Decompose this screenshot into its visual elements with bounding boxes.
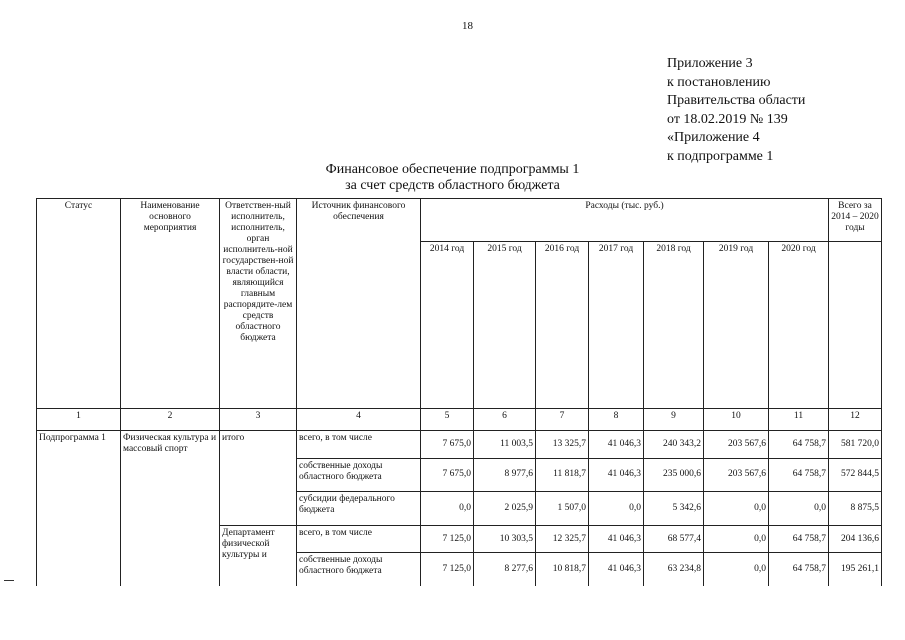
table-row <box>37 431 882 459</box>
status-cell: Подпрограмма 1 <box>37 431 121 587</box>
header-source: Источник финансового обеспечения <box>297 199 421 409</box>
value-cell: 11 818,7 <box>536 458 589 492</box>
document-title <box>0 162 905 194</box>
header-year: 2018 год <box>644 242 704 409</box>
appendix-line: от 18.02.2019 № 139 <box>667 111 788 127</box>
value-cell: 240 343,2 <box>644 431 704 459</box>
total-cell: 204 136,6 <box>829 526 882 553</box>
column-number: 9 <box>644 409 704 431</box>
value-cell: 0,0 <box>704 526 769 553</box>
header-name: Наименование основного мероприятия <box>121 199 220 409</box>
value-cell: 64 758,7 <box>769 458 829 492</box>
column-number: 4 <box>297 409 421 431</box>
column-number: 10 <box>704 409 769 431</box>
page-number: 18 <box>462 20 473 32</box>
budget-table <box>36 198 882 586</box>
column-number: 2 <box>121 409 220 431</box>
column-number: 11 <box>769 409 829 431</box>
value-cell: 64 758,7 <box>769 553 829 586</box>
value-cell: 41 046,3 <box>589 526 644 553</box>
margin-mark <box>4 580 14 581</box>
value-cell: 0,0 <box>589 492 644 526</box>
value-cell: 41 046,3 <box>589 553 644 586</box>
value-cell: 8 977,6 <box>474 458 536 492</box>
header-year-empty <box>829 242 882 409</box>
total-cell: 581 720,0 <box>829 431 882 459</box>
column-number: 7 <box>536 409 589 431</box>
header-year: 2020 год <box>769 242 829 409</box>
column-number: 5 <box>421 409 474 431</box>
header-year: 2014 год <box>421 242 474 409</box>
title-line: Финансовое обеспечение подпрограммы 1 <box>325 162 580 177</box>
source-cell: субсидии федерального бюджета <box>297 492 421 526</box>
header-status: Статус <box>37 199 121 409</box>
value-cell: 7 125,0 <box>421 526 474 553</box>
value-cell: 235 000,6 <box>644 458 704 492</box>
value-cell: 11 003,5 <box>474 431 536 459</box>
value-cell: 64 758,7 <box>769 431 829 459</box>
source-cell: собственные доходы областного бюджета <box>297 458 421 492</box>
appendix-line: Приложение 3 <box>667 56 753 71</box>
value-cell: 7 125,0 <box>421 553 474 586</box>
header-year: 2016 год <box>536 242 589 409</box>
column-number: 3 <box>220 409 297 431</box>
header-year: 2019 год <box>704 242 769 409</box>
header-year: 2015 год <box>474 242 536 409</box>
value-cell: 203 567,6 <box>704 458 769 492</box>
appendix-block <box>667 55 805 166</box>
column-number-row <box>37 409 882 431</box>
column-number: 6 <box>474 409 536 431</box>
value-cell: 7 675,0 <box>421 431 474 459</box>
value-cell: 203 567,6 <box>704 431 769 459</box>
value-cell: 13 325,7 <box>536 431 589 459</box>
value-cell: 0,0 <box>769 492 829 526</box>
value-cell: 8 277,6 <box>474 553 536 586</box>
value-cell: 68 577,4 <box>644 526 704 553</box>
value-cell: 41 046,3 <box>589 431 644 459</box>
source-cell: всего, в том числе <box>297 526 421 553</box>
value-cell: 41 046,3 <box>589 458 644 492</box>
column-number: 8 <box>589 409 644 431</box>
measure-name-cell: Физическая культура и массовый спорт <box>121 431 220 587</box>
header-responsible: Ответствен-ный исполнитель, исполнитель, орган исполнитель-ной государствен-ной власти области, являющийся главным распорядите-лем средств областного бюджета <box>220 199 297 409</box>
source-cell: всего, в том числе <box>297 431 421 459</box>
total-cell: 8 875,5 <box>829 492 882 526</box>
value-cell: 0,0 <box>704 553 769 586</box>
value-cell: 2 025,9 <box>474 492 536 526</box>
value-cell: 0,0 <box>421 492 474 526</box>
header-year: 2017 год <box>589 242 644 409</box>
header-expenses: Расходы (тыс. руб.) <box>421 199 829 242</box>
value-cell: 5 342,6 <box>644 492 704 526</box>
value-cell: 10 303,5 <box>474 526 536 553</box>
appendix-line: к постановлению <box>667 74 771 90</box>
title-line: за счет средств областного бюджета <box>345 178 560 193</box>
value-cell: 0,0 <box>704 492 769 526</box>
value-cell: 12 325,7 <box>536 526 589 553</box>
appendix-line: к подпрограмме 1 <box>667 148 774 164</box>
value-cell: 1 507,0 <box>536 492 589 526</box>
column-number: 1 <box>37 409 121 431</box>
value-cell: 10 818,7 <box>536 553 589 586</box>
total-cell: 195 261,1 <box>829 553 882 586</box>
responsible-cell: итого <box>220 431 297 526</box>
appendix-line: Правительства области <box>667 93 806 108</box>
responsible-cell: Департамент физической культуры и <box>220 526 297 587</box>
column-number: 12 <box>829 409 882 431</box>
header-total: Всего за 2014 – 2020 годы <box>829 199 882 242</box>
value-cell: 63 234,8 <box>644 553 704 586</box>
header-row <box>37 199 882 242</box>
value-cell: 7 675,0 <box>421 458 474 492</box>
appendix-line: «Приложение 4 <box>667 130 760 145</box>
value-cell: 64 758,7 <box>769 526 829 553</box>
total-cell: 572 844,5 <box>829 458 882 492</box>
source-cell: собственные доходы областного бюджета <box>297 553 421 586</box>
